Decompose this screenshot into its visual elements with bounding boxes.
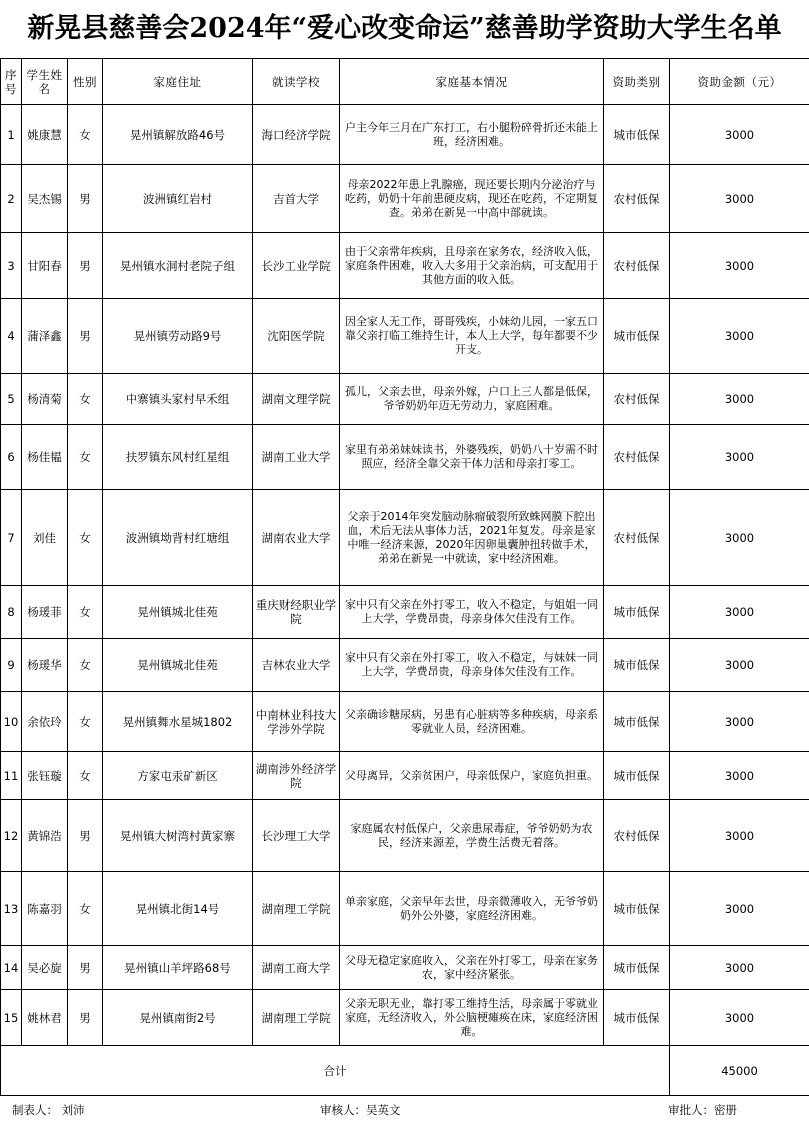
cell-situation: 父亲于2014年突发脑动脉瘤破裂所致蛛网膜下腔出血，术后无法从事体力活，2021年复发。母亲是家中唯一经济来源，2020年因卵巢囊肿扭转做手术，弟弟在新晃一中就读，家中经济困难。	[340, 490, 604, 586]
cell-amount: 3000	[670, 872, 809, 946]
cell-address: 晃州镇舞水星城1802	[103, 692, 253, 752]
maker-label: 制表人： 刘沛	[12, 1103, 85, 1117]
cell-address: 扶罗镇东风村红星组	[103, 425, 253, 490]
cell-no: 7	[1, 490, 22, 586]
total-amount: 45000	[670, 1046, 809, 1096]
cell-gender: 女	[68, 490, 103, 586]
cell-type: 农村低保	[604, 425, 670, 490]
cell-gender: 男	[68, 990, 103, 1046]
header-gender: 性别	[68, 59, 103, 105]
cell-amount: 3000	[670, 639, 809, 692]
cell-name: 姚康慧	[22, 105, 68, 165]
cell-amount: 3000	[670, 990, 809, 1046]
cell-no: 8	[1, 586, 22, 639]
cell-address: 晃州镇南街2号	[103, 990, 253, 1046]
table-row	[1, 374, 809, 425]
cell-name: 吴杰锡	[22, 165, 68, 233]
cell-address: 晃州镇解放路46号	[103, 105, 253, 165]
cell-no: 5	[1, 374, 22, 425]
cell-situation: 父亲无职无业，靠打零工维持生活，母亲属于零就业家庭，无经济收入，外公脑梗瘫痪在床，家庭经济困难。	[340, 990, 604, 1046]
cell-gender: 女	[68, 752, 103, 800]
table-row	[1, 425, 809, 490]
cell-no: 9	[1, 639, 22, 692]
cell-amount: 3000	[670, 946, 809, 990]
cell-amount: 3000	[670, 374, 809, 425]
cell-situation: 因全家人无工作，哥哥残疾，小妹幼儿园，一家五口靠父亲打临工维持生计，本人上大学，每年都要不少开支。	[340, 299, 604, 374]
table-row	[1, 752, 809, 800]
cell-name: 陈嘉羽	[22, 872, 68, 946]
cell-name: 余依玲	[22, 692, 68, 752]
table-row	[1, 872, 809, 946]
signature-footer	[0, 1094, 809, 1126]
cell-name: 杨佳韫	[22, 425, 68, 490]
cell-address: 晃州镇山羊坪路68号	[103, 946, 253, 990]
table-row	[1, 639, 809, 692]
cell-name: 杨清菊	[22, 374, 68, 425]
cell-name: 蒲泽鑫	[22, 299, 68, 374]
cell-type: 农村低保	[604, 374, 670, 425]
cell-school: 湖南农业大学	[253, 490, 340, 586]
cell-type: 城市低保	[604, 639, 670, 692]
student-aid-table	[0, 58, 809, 1096]
cell-amount: 3000	[670, 752, 809, 800]
cell-address: 晃州镇水洞村老院子组	[103, 233, 253, 299]
cell-address: 中寨镇头家村早禾组	[103, 374, 253, 425]
header-situation: 家庭基本情况	[340, 59, 604, 105]
cell-situation: 母亲2022年患上乳腺癌，现还要长期内分泌治疗与吃药，奶奶十年前患硬皮病，现还在吃药，不定期复查。弟弟在新晃一中高中部就读。	[340, 165, 604, 233]
cell-type: 农村低保	[604, 233, 670, 299]
cell-no: 1	[1, 105, 22, 165]
cell-school: 吉首大学	[253, 165, 340, 233]
cell-school: 海口经济学院	[253, 105, 340, 165]
cell-type: 农村低保	[604, 165, 670, 233]
cell-school: 沈阳医学院	[253, 299, 340, 374]
cell-situation: 单亲家庭，父亲早年去世，母亲微薄收入，无爷爷奶奶外公外婆，家庭经济困难。	[340, 872, 604, 946]
cell-no: 15	[1, 990, 22, 1046]
cell-amount: 3000	[670, 692, 809, 752]
cell-gender: 女	[68, 872, 103, 946]
cell-school: 湖南工商大学	[253, 946, 340, 990]
table-row	[1, 990, 809, 1046]
cell-amount: 3000	[670, 586, 809, 639]
cell-amount: 3000	[670, 299, 809, 374]
cell-type: 城市低保	[604, 752, 670, 800]
cell-situation: 户主今年三月在广东打工，右小腿粉碎骨折还未能上班，经济困难。	[340, 105, 604, 165]
cell-type: 农村低保	[604, 490, 670, 586]
cell-gender: 女	[68, 692, 103, 752]
cell-type: 城市低保	[604, 872, 670, 946]
table-row	[1, 490, 809, 586]
cell-amount: 3000	[670, 800, 809, 872]
cell-type: 城市低保	[604, 990, 670, 1046]
cell-type: 城市低保	[604, 586, 670, 639]
cell-gender: 女	[68, 105, 103, 165]
cell-gender: 男	[68, 233, 103, 299]
cell-gender: 女	[68, 425, 103, 490]
cell-situation: 家中只有父亲在外打零工，收入不稳定，与姐姐一同上大学，学费昂贵，母亲身体欠佳没有工作。	[340, 586, 604, 639]
table-header-row	[1, 59, 809, 105]
cell-situation: 父亲确诊糖尿病，另患有心脏病等多种疾病，母亲系零就业人员，经济困难。	[340, 692, 604, 752]
cell-amount: 3000	[670, 490, 809, 586]
cell-situation: 父母无稳定家庭收入，父亲在外打零工，母亲在家务农，家中经济紧张。	[340, 946, 604, 990]
table-row	[1, 946, 809, 990]
cell-no: 3	[1, 233, 22, 299]
cell-amount: 3000	[670, 105, 809, 165]
cell-name: 杨瑗菲	[22, 586, 68, 639]
cell-no: 6	[1, 425, 22, 490]
header-amount: 资助金额（元）	[670, 59, 809, 105]
cell-name: 杨瑗华	[22, 639, 68, 692]
cell-school: 长沙工业学院	[253, 233, 340, 299]
cell-school: 湖南工业大学	[253, 425, 340, 490]
cell-type: 城市低保	[604, 692, 670, 752]
cell-address: 晃州镇劳动路9号	[103, 299, 253, 374]
header-no: 序号	[1, 59, 22, 105]
table-row	[1, 105, 809, 165]
cell-no: 12	[1, 800, 22, 872]
cell-situation: 家里有弟弟妹妹读书，外婆残疾，奶奶八十岁需不时照应，经济全靠父亲干体力活和母亲打零工。	[340, 425, 604, 490]
cell-address: 晃州镇大树湾村黄家寨	[103, 800, 253, 872]
cell-school: 长沙理工大学	[253, 800, 340, 872]
cell-type: 城市低保	[604, 299, 670, 374]
cell-name: 张钰璇	[22, 752, 68, 800]
cell-situation: 家庭属农村低保户，父亲患尿毒症，爷爷奶奶为农民，经济来源差，学费生活费无着落。	[340, 800, 604, 872]
cell-name: 吴必旋	[22, 946, 68, 990]
cell-type: 城市低保	[604, 105, 670, 165]
cell-situation: 父母离异，父亲贫困户，母亲低保户，家庭负担重。	[340, 752, 604, 800]
cell-school: 吉林农业大学	[253, 639, 340, 692]
cell-situation: 由于父亲常年疾病，且母亲在家务农，经济收入低，家庭条件困难，收入大多用于父亲治病，可支配用于其他方面的收入低。	[340, 233, 604, 299]
cell-gender: 男	[68, 165, 103, 233]
cell-school: 湖南理工学院	[253, 990, 340, 1046]
cell-no: 2	[1, 165, 22, 233]
cell-address: 晃州镇北街14号	[103, 872, 253, 946]
table-row	[1, 165, 809, 233]
cell-type: 农村低保	[604, 800, 670, 872]
cell-type: 城市低保	[604, 946, 670, 990]
table-row	[1, 233, 809, 299]
cell-school: 湖南涉外经济学院	[253, 752, 340, 800]
total-row	[1, 1046, 809, 1096]
cell-situation: 孤儿，父亲去世，母亲外嫁，户口上三人都是低保，爷爷奶奶年迈无劳动力，家庭困难。	[340, 374, 604, 425]
table-row	[1, 299, 809, 374]
cell-name: 姚林君	[22, 990, 68, 1046]
cell-name: 甘阳春	[22, 233, 68, 299]
cell-address: 波洲镇坳背村红塘组	[103, 490, 253, 586]
cell-amount: 3000	[670, 165, 809, 233]
header-address: 家庭住址	[103, 59, 253, 105]
cell-address: 晃州镇城北佳苑	[103, 639, 253, 692]
cell-no: 13	[1, 872, 22, 946]
cell-no: 4	[1, 299, 22, 374]
reviewer-label: 审核人：吴英文	[320, 1103, 401, 1117]
table-row	[1, 800, 809, 872]
cell-gender: 男	[68, 946, 103, 990]
cell-address: 晃州镇城北佳苑	[103, 586, 253, 639]
cell-school: 湖南理工学院	[253, 872, 340, 946]
cell-address: 方家屯汞矿新区	[103, 752, 253, 800]
cell-no: 11	[1, 752, 22, 800]
cell-no: 14	[1, 946, 22, 990]
cell-gender: 男	[68, 800, 103, 872]
cell-name: 刘佳	[22, 490, 68, 586]
table-row	[1, 586, 809, 639]
cell-no: 10	[1, 692, 22, 752]
cell-school: 重庆财经职业学院	[253, 586, 340, 639]
cell-situation: 家中只有父亲在外打零工，收入不稳定，与妹妹一同上大学，学费昂贵，母亲身体欠佳没有工作。	[340, 639, 604, 692]
cell-school: 湖南文理学院	[253, 374, 340, 425]
cell-name: 黄锦浩	[22, 800, 68, 872]
cell-amount: 3000	[670, 425, 809, 490]
header-school: 就读学校	[253, 59, 340, 105]
cell-amount: 3000	[670, 233, 809, 299]
cell-address: 波洲镇红岩村	[103, 165, 253, 233]
header-type: 资助类别	[604, 59, 670, 105]
page-title: 新晃县慈善会2024年“爱心改变命运”慈善助学资助大学生名单	[27, 13, 782, 44]
cell-gender: 女	[68, 639, 103, 692]
total-label: 合计	[1, 1046, 670, 1096]
header-name: 学生姓名	[22, 59, 68, 105]
cell-gender: 女	[68, 374, 103, 425]
cell-school: 中南林业科技大学涉外学院	[253, 692, 340, 752]
cell-gender: 男	[68, 299, 103, 374]
table-row	[1, 692, 809, 752]
cell-gender: 女	[68, 586, 103, 639]
approver-label: 审批人：密册	[668, 1103, 737, 1117]
